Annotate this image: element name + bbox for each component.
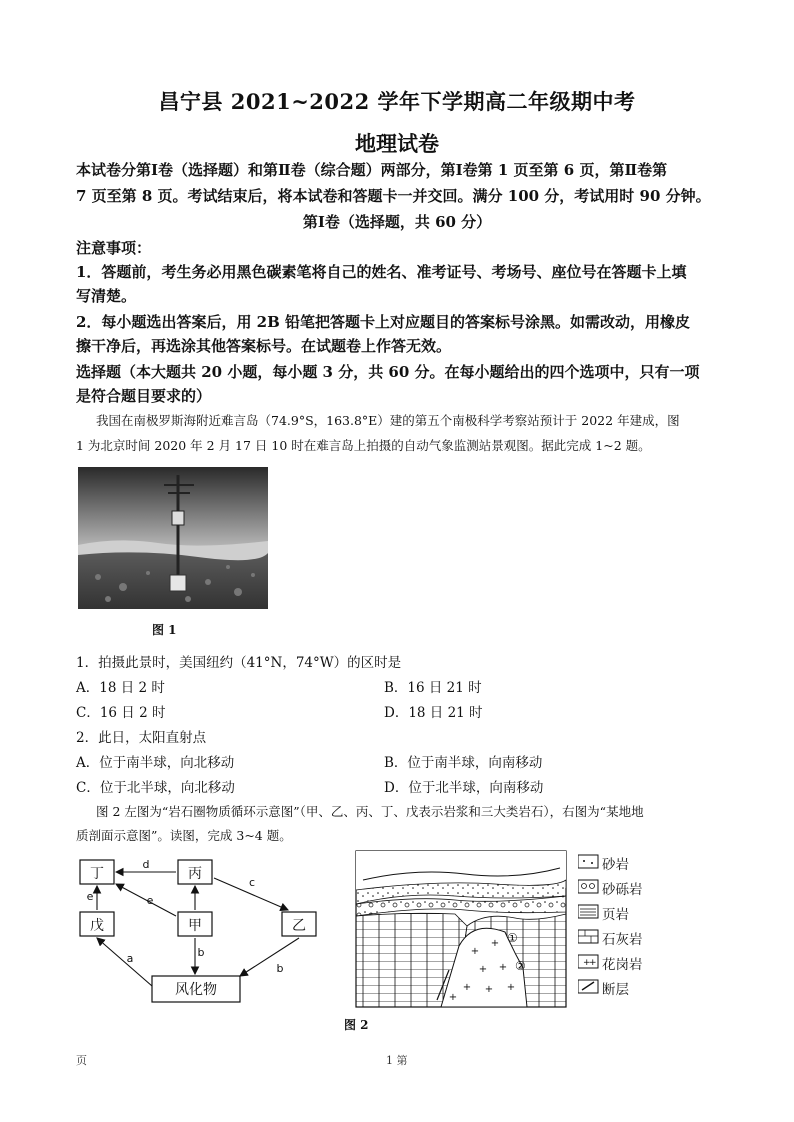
arrow-label-a: a [126,952,134,965]
q2-option-a: A．位于南半球，向北移动 [76,755,235,771]
arrow-label-d: d [142,858,150,871]
q1-option-b: B．16 日 21 时 [384,680,482,696]
label-wu: 戊 [90,918,104,934]
svg-text:+: + [506,982,516,993]
mc-instructions-line-1: 选择题（本大题共 20 小题，每小题 3 分，共 60 分。在每小题给出的四个选项中，只有一项 [76,363,700,381]
arrow-a [97,938,152,986]
legend-limestone: 石灰岩 [602,932,643,948]
arrow-label-e1: e [86,890,94,903]
q1-option-c: C．16 日 2 时 [76,705,166,721]
notes-heading: 注意事项： [76,239,152,257]
passage-1-line-1: 我国在南极罗斯海附近难言岛（74.9°S，163.8°E）建的第五个南极科学考察站预计于 2022 年建成，图 [96,413,680,428]
section-heading: 第Ⅰ卷（选择题，共 60 分） [302,213,492,231]
q2-option-d: D．位于北半球，向南移动 [384,780,544,796]
q2-option-b: B．位于南半球，向南移动 [384,755,543,771]
svg-text:+: + [490,938,500,949]
exam-subject: 地理试卷 [355,131,439,156]
svg-text:+: + [448,992,458,1003]
legend-conglomerate: 砂砾岩 [602,882,643,898]
label-yi: 乙 [292,918,306,934]
note-1-line-1: 1．答题前，考生务必用黑色碳素笔将自己的姓名、准考证号、考场号、座位号在答题卡上填 [76,263,687,281]
passage-2-line-2: 质剖面示意图”。读图，完成 3~4 题。 [76,828,292,843]
note-2-line-2: 擦干净后，再选涂其他答案标号。在试题卷上作答无效。 [76,337,452,355]
q2-stem: 2．此日，太阳直射点 [76,730,207,746]
arrow-label-c: c [248,876,256,889]
label-bing: 丙 [188,866,202,882]
figure-1-caption: 图 1 [152,623,177,637]
q1-stem: 1．拍摄此景时，美国纽约（41°N，74°W）的区时是 [76,655,402,671]
legend-labels [602,853,643,1003]
label-ding: 丁 [90,866,104,882]
svg-text:+: + [583,958,591,968]
section-mark-2: ② [515,959,526,973]
q2-option-c: C．位于北半球，向北移动 [76,780,235,796]
svg-text:+: + [589,958,597,968]
rock-cycle-diagram [74,852,336,1012]
geological-section [355,850,567,1008]
svg-text:+: + [484,984,494,995]
section-mark-1: ① [507,931,518,945]
legend-shale: 页岩 [602,907,629,923]
arrow-label-e2: e [146,894,154,907]
svg-text:+: + [498,962,508,973]
arrow-label-b2: b [276,962,284,975]
q1-option-a: A．18 日 2 时 [76,680,165,696]
svg-text:+: + [462,982,472,993]
label-weathered: 风化物 [175,982,217,998]
figure-2-caption: 图 2 [344,1018,369,1032]
label-jia: 甲 [188,918,202,934]
footer-left: 页 [76,1054,87,1067]
passage-2-line-1: 图 2 左图为“岩石圈物质循环示意图”（甲、乙、丙、丁、戊表示岩浆和三大类岩石），右图为“某地地 [96,804,644,819]
legend-sandstone: 砂岩 [602,857,629,873]
note-2-line-1: 2．每小题选出答案后，用 2B 铅笔把答题卡上对应题目的答案标号涂黑。如需改动，用橡皮 [76,313,691,331]
q1-option-d: D．18 日 21 时 [384,705,483,721]
intro-line-2: 7 页至第 8 页。考试结束后，将本试卷和答题卡一并交回。满分 100 分，考试用时 90 分钟。 [76,187,711,205]
exam-title: 昌宁县 2021~2022 学年下学期高二年级期中考 [158,89,636,114]
legend-fault: 断层 [602,982,629,998]
arrow-label-b1: b [197,946,205,959]
footer-page-number: 1 第 [386,1054,408,1067]
mc-instructions-line-2: 是符合题目要求的） [76,387,212,405]
svg-text:+: + [478,964,488,975]
note-1-line-2: 写清楚。 [76,287,137,305]
passage-1-line-2: 1 为北京时间 2020 年 2 月 17 日 10 时在难言岛上拍摄的自动气象监测站景观图。据此完成 1~2 题。 [76,438,651,453]
svg-text:+: + [470,946,480,957]
arrow-b2 [240,938,299,976]
legend-granite: 花岗岩 [602,957,643,973]
weather-station-photo [78,467,268,609]
intro-line-1: 本试卷分第Ⅰ卷（选择题）和第Ⅱ卷（综合题）两部分，第Ⅰ卷第 1 页至第 6 页，第Ⅱ卷第 [76,161,668,179]
